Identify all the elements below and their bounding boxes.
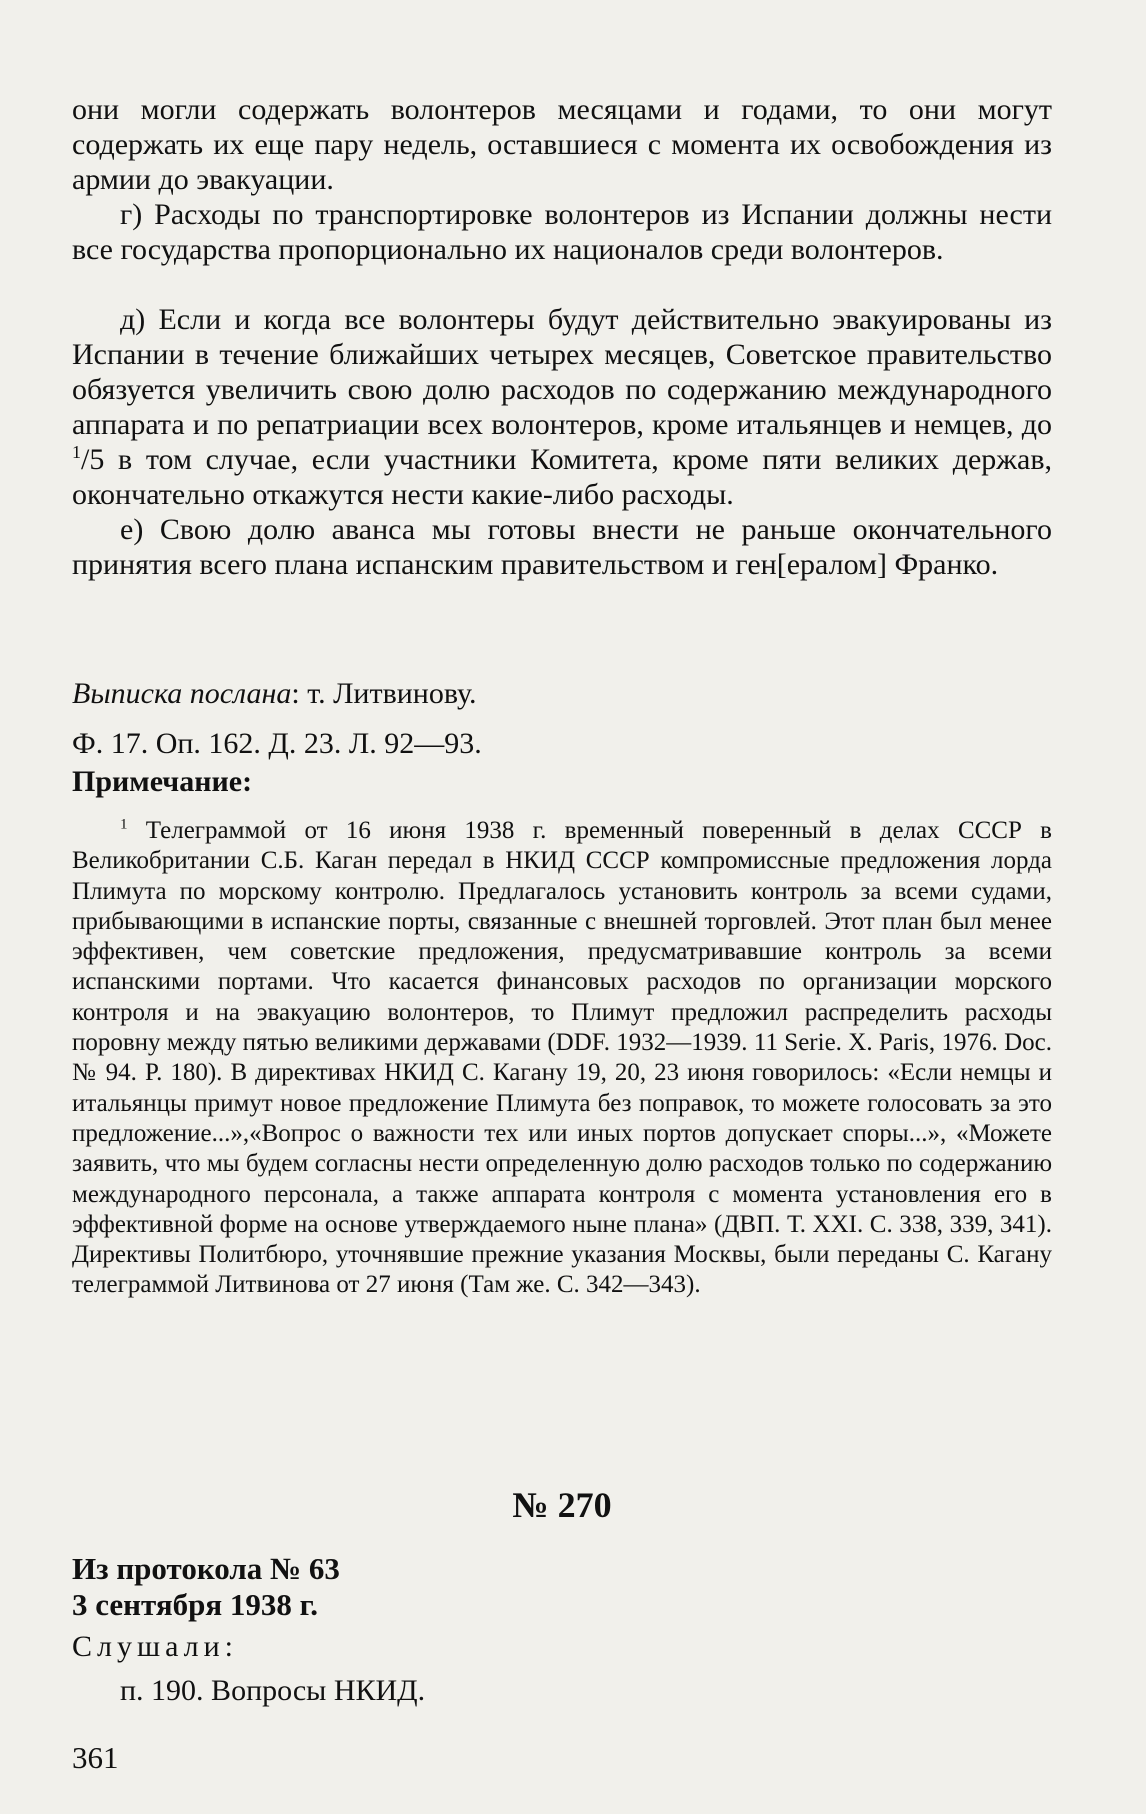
paragraph-e-text: е) Свою долю аванса мы готовы внести не раньше окончательного принятия всего плана испанским правительством и ген[ералом] Франко. [72,513,1052,581]
fraction-numerator: 1 [72,442,81,462]
extract-sent-recipient: : т. Литвинову. [291,677,477,710]
footnote-text: Телеграммой от 16 июня 1938 г. временный поверенный в делах СССР в Великобритании С.Б. Каган передал в НКИД СССР компромиссные предложения лорда Плимута по морскому контролю. Предлагалось установить контроль за всеми судами, прибывающими в испанские порты, связанные с внешней торговлей. Этот план был менее эффективен, чем советские предложения, предусматривавшие контроль за всеми испанскими портами. Что касается финансовых расходов по организации морского контроля и на эвакуацию волонтеров, то Плимут предложил распределить расходы поровну между пятью великими державами (DDF. 1932—1939. 11 Serie. X. Paris, 1976. Doc. № 94. P. 180). В директивах НКИД С. Кагану 19, 20, 23 июня говорилось: «Если немцы и итальянцы примут новое предложение Плимута без поправок, то можете голосовать за это предложение...»,«Вопрос о важности тех или иных портов допускает споры...», «Можете заявить, что мы будем согласны нести определенную долю расходов только по содержанию международного персонала, а также аппарата контроля с момента установления его в эффективной форме на основе утверждаемого ныне плана» (ДВП. Т. XXI. С. 338, 339, 341). Директивы Политбюро, уточнявшие прежние указания Москвы, были переданы С. Кагану телеграммой Литвинова от 27 июня (Там же. С. 342—343). [72,817,1052,1299]
document-number [72,1485,1052,1525]
continuation-text: они могли содержать волонтеров месяцами и годами, то они могут содержать их еще пару недель, оставшиеся с момента их освобождения из армии до эвакуации. [72,93,1052,196]
heard-label [72,1629,1052,1664]
paragraph-d-text-before: д) Если и когда все волонтеры будут действительно эвакуированы из Испании в течение ближайших четырех месяцев, Советское правительство обязуется увеличить свою долю расходов по содержанию международного аппарата и по репатриации всех волонтеров, кроме итальянцев и немцев, до [72,303,1052,441]
note-heading-text: Примечание: [72,765,253,798]
continuation-paragraph [72,92,1052,197]
protocol-date [72,1588,1052,1622]
protocol-title-text: Из протокола № 63 [72,1551,340,1586]
archive-reference [72,726,1052,761]
footnote-1 [72,816,1052,1301]
heard-label-text: Слушали: [72,1630,239,1663]
page-number-text: 361 [72,1740,119,1775]
agenda-item-text: п. 190. Вопросы НКИД. [120,1674,426,1707]
footnote-marker: 1 [120,816,128,833]
fraction-one-fifth: $^1$/5 [72,442,105,476]
document-number-text: № 270 [512,1485,612,1525]
protocol-title [72,1552,1052,1586]
paragraph-g-text: г) Расходы по транспортировке волонтеров из Испании должны нести все государства пропорционально их националов среди волонтеров. [72,198,1052,266]
archive-reference-text: Ф. 17. Оп. 162. Д. 23. Л. 92—93. [72,727,482,760]
paragraph-g [72,197,1052,267]
protocol-date-text: 3 сентября 1938 г. [72,1587,318,1622]
fraction-denominator: 5 [89,443,105,476]
extract-sent-line [72,676,1052,711]
agenda-item [120,1673,1020,1708]
extract-sent-label: Выписка послана [72,677,292,710]
note-heading [72,764,1052,799]
paragraph-d-text-after: в том случае, если участники Комитета, кроме пяти великих держав, окончательно откажутся нести какие-либо расходы. [72,443,1052,511]
paragraph-e [72,512,1052,582]
page-number [72,1740,1052,1775]
paragraph-d [72,302,1052,512]
